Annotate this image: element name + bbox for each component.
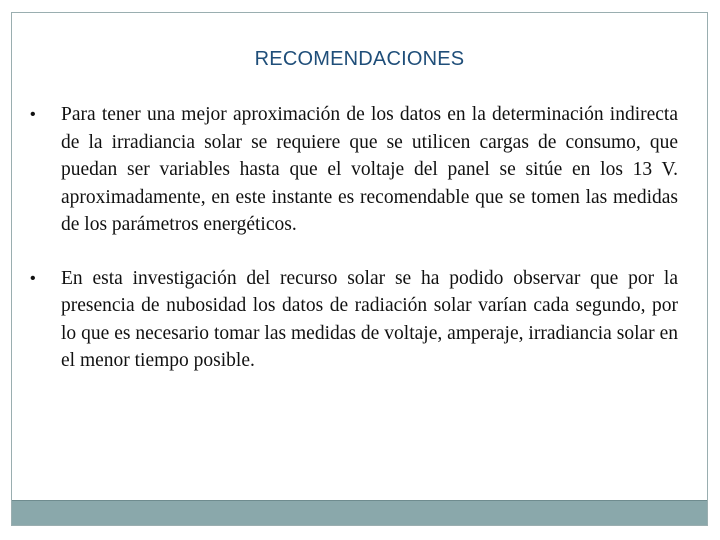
bullet-item [30, 101, 678, 239]
bullet-item [30, 265, 678, 375]
bullet-text: Para tener una mejor aproximación de los datos en la determinación indirecta de la irradiancia solar se requiere que se utilicen cargas de consumo, que puedan ser variables hasta que el voltaje del panel se sitúe en los 13 V. aproximadamente, en este instante es recomendable que se tomen las medidas de los parámetros energéticos. [61, 104, 678, 235]
slide-title: RECOMENDACIONES [254, 48, 465, 70]
bullet-text: En esta investigación del recurso solar se ha podido observar que por la presencia de nubosidad los datos de radiación solar varían cada segundo, por lo que es necesario tomar las medidas de voltaje, amperaje, irradiancia solar en el menor tiempo posible. [61, 267, 678, 371]
bullet-marker: • [30, 106, 36, 123]
bullet-marker: • [30, 269, 36, 287]
slide [11, 12, 708, 526]
bullet-list [30, 101, 678, 401]
footer-bar [12, 500, 707, 525]
